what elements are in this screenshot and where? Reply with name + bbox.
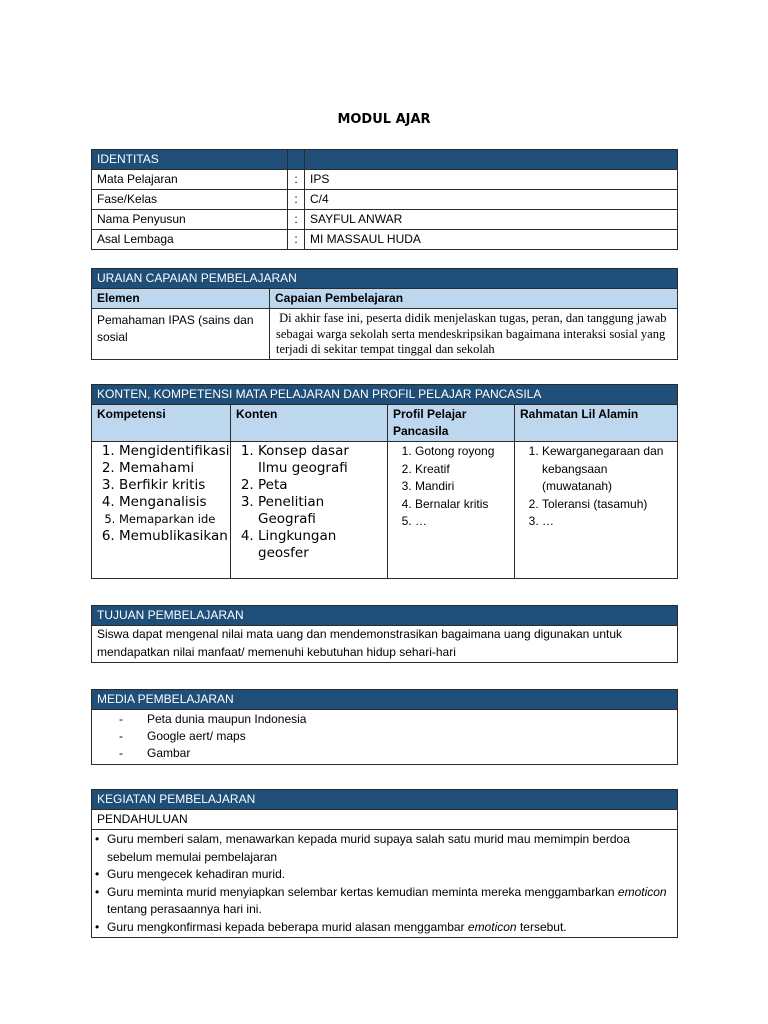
identitas-value: IPS <box>305 170 678 190</box>
list-item: • Guru meminta murid menyiapkan selembar kertas kemudian meminta mereka menggambarkan emoticon tentang perasaannya hari ini. <box>95 884 667 916</box>
list-item: • Guru mengkonfirmasi kepada beberapa murid alasan menggambar emoticon tersebut. <box>95 919 567 934</box>
identitas-value: C/4 <box>305 190 678 210</box>
list-item: 2. Memahami <box>119 460 225 477</box>
col-profil: Profil Pelajar Pancasila <box>388 405 515 442</box>
konten-header: KONTEN, KOMPETENSI MATA PELAJARAN DAN PROFIL PELAJAR PANCASILA <box>92 385 678 405</box>
list-item: • Guru mengecek kehadiran murid. <box>95 867 286 881</box>
col-rahmatan: Rahmatan Lil Alamin <box>515 405 678 442</box>
page-title: MODUL AJAR <box>337 112 431 127</box>
identitas-table <box>91 149 678 250</box>
identitas-colon: : <box>288 170 305 190</box>
list-item: - Peta dunia maupun Indonesia <box>119 712 307 726</box>
col-konten: Konten <box>231 405 388 442</box>
list-item: 5. … <box>415 513 509 531</box>
pendahuluan-label: PENDAHULUAN <box>92 810 678 830</box>
list-item: 3. … <box>542 513 672 531</box>
list-item: 1. Kewarganegaraan dan kebangsaan (muwatanah) <box>542 443 672 496</box>
tujuan-table <box>91 605 678 663</box>
tujuan-text: Siswa dapat mengenal nilai mata uang dan mendemonstrasikan bagaimana uang digunakan untuk mendapatkan nilai manfaat/ memenuhi kebutuhan hidup sehari-hari <box>92 626 678 663</box>
table-row <box>92 230 678 250</box>
list-item: 1. Gotong royong <box>415 443 509 461</box>
list-item: 3. Berfikir kritis <box>119 477 225 494</box>
konten-cell <box>231 442 388 579</box>
list-item: 6. Memublikasikan <box>119 528 225 545</box>
konten-table <box>91 384 678 579</box>
media-cell <box>92 710 678 765</box>
identitas-header: IDENTITAS <box>92 150 288 170</box>
list-item: 4. Menganalisis <box>119 494 225 511</box>
list-item: 5. Memaparkan ide <box>119 511 225 528</box>
list-item: - Gambar <box>119 746 191 760</box>
uraian-table <box>91 268 678 360</box>
media-header: MEDIA PEMBELAJARAN <box>92 690 678 710</box>
elemen-cell: Pemahaman IPAS (sains dan sosial <box>92 309 270 360</box>
kegiatan-cell <box>92 830 678 938</box>
media-table <box>91 689 678 765</box>
identitas-colon: : <box>288 210 305 230</box>
list-item: 4. Lingkungan geosfer <box>258 528 382 562</box>
list-item: 3. Mandiri <box>415 478 509 496</box>
capaian-cell <box>270 309 678 360</box>
col-capaian: Capaian Pembelajaran <box>270 289 678 309</box>
identitas-label: Fase/Kelas <box>92 190 288 210</box>
list-item: - Google aert/ maps <box>119 729 246 743</box>
capaian-text: Di akhir fase ini, peserta didik menjelaskan tugas, peran, dan tanggung jawab sebagai warga sekolah serta mendeskripsikan bagaimana interaksi sosial yang terjadi di sekitar tempat tinggal dan sekolah <box>276 311 667 356</box>
tujuan-header: TUJUAN PEMBELAJARAN <box>92 606 678 626</box>
identitas-label: Nama Penyusun <box>92 210 288 230</box>
profil-cell <box>388 442 515 579</box>
list-item: 1. Konsep dasar Ilmu geografi <box>258 443 382 477</box>
col-kompetensi: Kompetensi <box>92 405 231 442</box>
uraian-header: URAIAN CAPAIAN PEMBELAJARAN <box>92 269 678 289</box>
list-item: 1. Mengidentifikasi <box>119 443 225 460</box>
list-item: 3. Penelitian Geografi <box>258 494 382 528</box>
kegiatan-header: KEGIATAN PEMBELAJARAN <box>92 790 678 810</box>
list-item: • Guru memberi salam, menawarkan kepada murid supaya salah satu murid mau memimpin berdoa sebelum memulai pembelajaran <box>95 832 630 864</box>
identitas-colon: : <box>288 190 305 210</box>
list-item: 2. Peta <box>258 477 382 494</box>
identitas-colon: : <box>288 230 305 250</box>
identitas-label: Asal Lembaga <box>92 230 288 250</box>
kompetensi-cell <box>92 442 231 579</box>
table-row <box>92 170 678 190</box>
list-item: 4. Bernalar kritis <box>415 496 509 514</box>
list-item: 2. Toleransi (tasamuh) <box>542 496 672 514</box>
identitas-value: SAYFUL ANWAR <box>305 210 678 230</box>
list-item: 2. Kreatif <box>415 461 509 479</box>
kegiatan-table <box>91 789 678 938</box>
table-row <box>92 210 678 230</box>
rahmatan-cell <box>515 442 678 579</box>
identitas-value: MI MASSAUL HUDA <box>305 230 678 250</box>
table-row <box>92 190 678 210</box>
col-elemen: Elemen <box>92 289 270 309</box>
identitas-label: Mata Pelajaran <box>92 170 288 190</box>
